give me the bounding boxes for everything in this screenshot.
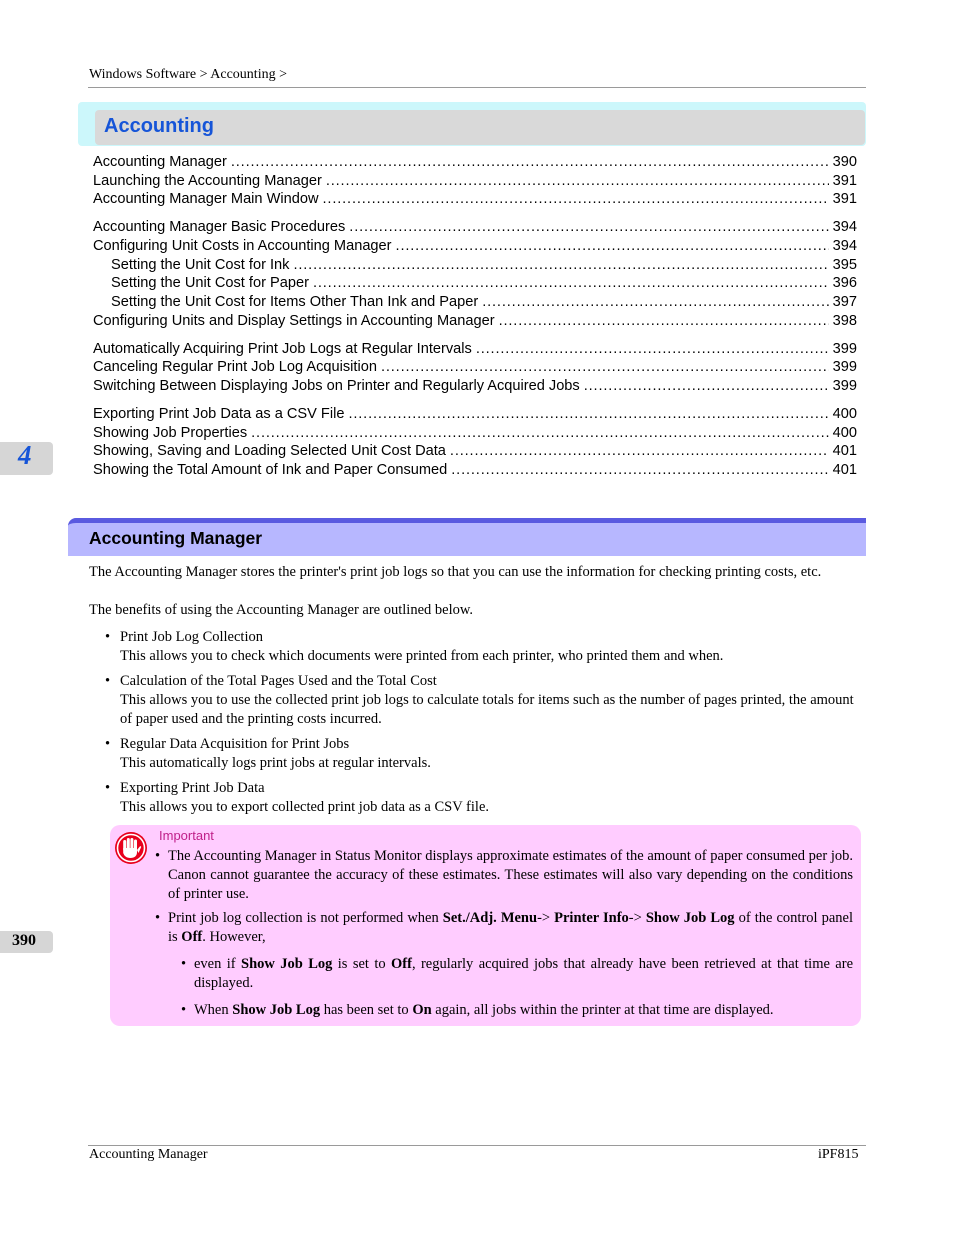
toc-entry-page: 390 <box>832 154 857 170</box>
bullet-dot: • <box>155 848 161 864</box>
chapter-title: Accounting <box>104 115 214 137</box>
benefit-heading: Calculation of the Total Pages Used and the Total Cost <box>120 673 437 689</box>
toc-entry-title: Setting the Unit Cost for Items Other Than Ink and Paper <box>111 294 479 310</box>
benefit-item <box>105 735 867 773</box>
toc-entry-title: Configuring Unit Costs in Accounting Manager <box>93 237 392 254</box>
benefit-item <box>105 672 867 729</box>
toc-leader-dots <box>293 257 828 273</box>
bullet-dot: • <box>105 780 111 796</box>
table-of-contents <box>93 154 857 481</box>
chapter-number: 4 <box>18 440 32 470</box>
toc-leader-dots <box>396 238 829 254</box>
important-item: • The Accounting Manager in Status Monitor displays approximate estimates of the amount of paper consumed per job. Canon cannot guarantee the accuracy of these estimates. These estimates will also vary depending on the conditions of printer use. <box>155 848 853 902</box>
toc-entry-title: Canceling Regular Print Job Log Acquisition <box>93 359 377 376</box>
bullet-dot: • <box>181 956 187 972</box>
toc-entry-title: Accounting Manager Main Window <box>93 191 319 208</box>
toc-leader-dots <box>499 313 829 329</box>
toc-entry[interactable] <box>93 341 857 360</box>
benefit-heading: Regular Data Acquisition for Print Jobs <box>120 736 350 752</box>
toc-leader-dots <box>476 341 829 357</box>
toc-entry[interactable] <box>93 257 857 276</box>
benefit-description: This allows you to export collected print job data as a CSV file. <box>120 799 490 815</box>
stop-hand-icon <box>114 831 148 865</box>
toc-entry[interactable] <box>93 238 857 257</box>
toc-entry-title: Configuring Units and Display Settings in Accounting Manager <box>93 312 495 329</box>
toc-entry-page: 391 <box>832 191 857 208</box>
benefit-heading: Exporting Print Job Data <box>120 780 265 796</box>
important-subitem: • even if Show Job Log is set to Off, regularly acquired jobs that already have been retrieved at that time are displayed. <box>181 956 854 991</box>
toc-entry-title: Switching Between Displaying Jobs on Printer and Regularly Acquired Jobs <box>93 377 580 394</box>
toc-entry-title: Automatically Acquiring Print Job Logs at Regular Intervals <box>93 340 472 357</box>
toc-entry[interactable] <box>93 154 857 173</box>
toc-leader-dots <box>313 275 829 291</box>
toc-leader-dots <box>326 173 829 189</box>
toc-entry[interactable] <box>93 359 857 378</box>
toc-leader-dots <box>482 294 828 310</box>
toc-entry-title: Setting the Unit Cost for Ink <box>111 256 290 273</box>
benefit-description: This automatically logs print jobs at regular intervals. <box>120 755 431 771</box>
toc-entry[interactable] <box>93 294 857 313</box>
benefit-item <box>105 779 867 817</box>
toc-entry[interactable] <box>93 462 857 481</box>
toc-entry-page: 397 <box>832 294 857 310</box>
toc-entry-title: Accounting Manager <box>93 154 227 170</box>
benefit-item <box>105 628 867 666</box>
bullet-dot: • <box>155 910 161 926</box>
benefits-list <box>105 628 867 823</box>
toc-leader-dots <box>349 219 828 235</box>
breadcrumb: Windows Software > Accounting > <box>89 67 287 82</box>
footer-divider <box>88 1145 866 1146</box>
toc-leader-dots <box>451 462 828 478</box>
toc-entry-page: 398 <box>832 312 857 329</box>
toc-entry-title: Accounting Manager Basic Procedures <box>93 219 346 236</box>
section-title: Accounting Manager <box>89 528 263 548</box>
footer-section-name: Accounting Manager <box>89 1147 208 1162</box>
toc-leader-dots <box>450 443 829 459</box>
toc-leader-dots <box>381 359 829 375</box>
important-label: Important <box>159 828 214 843</box>
toc-entry-page: 400 <box>832 424 857 441</box>
toc-entry-page: 399 <box>832 377 857 394</box>
benefits-intro: The benefits of using the Accounting Manager are outlined below. <box>89 602 474 618</box>
toc-leader-dots <box>584 378 829 394</box>
toc-entry[interactable] <box>93 378 857 397</box>
benefit-description: This allows you to check which documents were printed from each printer, who printed them and when. <box>120 648 724 664</box>
toc-leader-dots <box>348 406 828 422</box>
benefit-heading: Print Job Log Collection <box>120 629 263 645</box>
toc-entry-page: 401 <box>832 461 857 478</box>
toc-entry-title: Showing Job Properties <box>93 424 248 441</box>
toc-leader-dots <box>251 425 829 441</box>
toc-entry[interactable] <box>93 191 857 210</box>
toc-entry[interactable] <box>93 425 857 444</box>
toc-entry-page: 396 <box>832 275 857 292</box>
header-divider <box>88 87 866 88</box>
toc-entry[interactable] <box>93 443 857 462</box>
toc-entry[interactable] <box>93 219 857 238</box>
page-number: 390 <box>12 932 36 949</box>
bullet-dot: • <box>105 673 111 689</box>
toc-entry-page: 400 <box>832 405 857 422</box>
bullet-dot: • <box>105 736 111 752</box>
important-item: • Print job log collection is not performed when Set./Adj. Menu-> Printer Info-> Show Job Log of the control panel is Off. However, • even if Show Job Log is set to Off, regularly acquired jobs that already have been retrieved at that time are displayed. • When Show Job Log has been set to On again, all jobs within the printer at that time are displayed. <box>155 910 854 1018</box>
toc-entry-page: 399 <box>832 359 857 376</box>
benefit-description: This allows you to use the collected print job logs to calculate totals for items such as the number of pages printed, the amount of paper used and the printing costs incurred. <box>120 692 854 727</box>
toc-entry-page: 391 <box>832 172 857 189</box>
bullet-dot: • <box>181 1002 187 1018</box>
intro-paragraph: The Accounting Manager stores the printer's print job logs so that you can use the information for checking printing costs, etc. <box>89 564 822 580</box>
footer-model-name: iPF815 <box>818 1147 859 1162</box>
important-list <box>155 847 853 1025</box>
toc-entry-page: 395 <box>832 256 857 273</box>
important-subitem: • When Show Job Log has been set to On again, all jobs within the printer at that time are displayed. <box>181 1002 774 1018</box>
toc-entry-page: 394 <box>832 237 857 254</box>
toc-entry-title: Showing the Total Amount of Ink and Paper Consumed <box>93 461 448 478</box>
toc-entry[interactable] <box>93 313 857 332</box>
toc-entry-page: 399 <box>832 340 857 357</box>
toc-leader-dots <box>231 154 829 170</box>
toc-entry-title: Setting the Unit Cost for Paper <box>111 275 309 292</box>
toc-entry[interactable] <box>93 173 857 192</box>
bullet-dot: • <box>105 629 111 645</box>
toc-entry-page: 401 <box>832 443 857 460</box>
toc-entry[interactable] <box>93 406 857 425</box>
toc-entry[interactable] <box>93 275 857 294</box>
toc-leader-dots <box>323 191 829 207</box>
toc-entry-title: Showing, Saving and Loading Selected Unit Cost Data <box>93 443 446 460</box>
toc-entry-title: Launching the Accounting Manager <box>93 172 322 189</box>
toc-entry-title: Exporting Print Job Data as a CSV File <box>93 405 345 422</box>
toc-entry-page: 394 <box>832 219 857 236</box>
